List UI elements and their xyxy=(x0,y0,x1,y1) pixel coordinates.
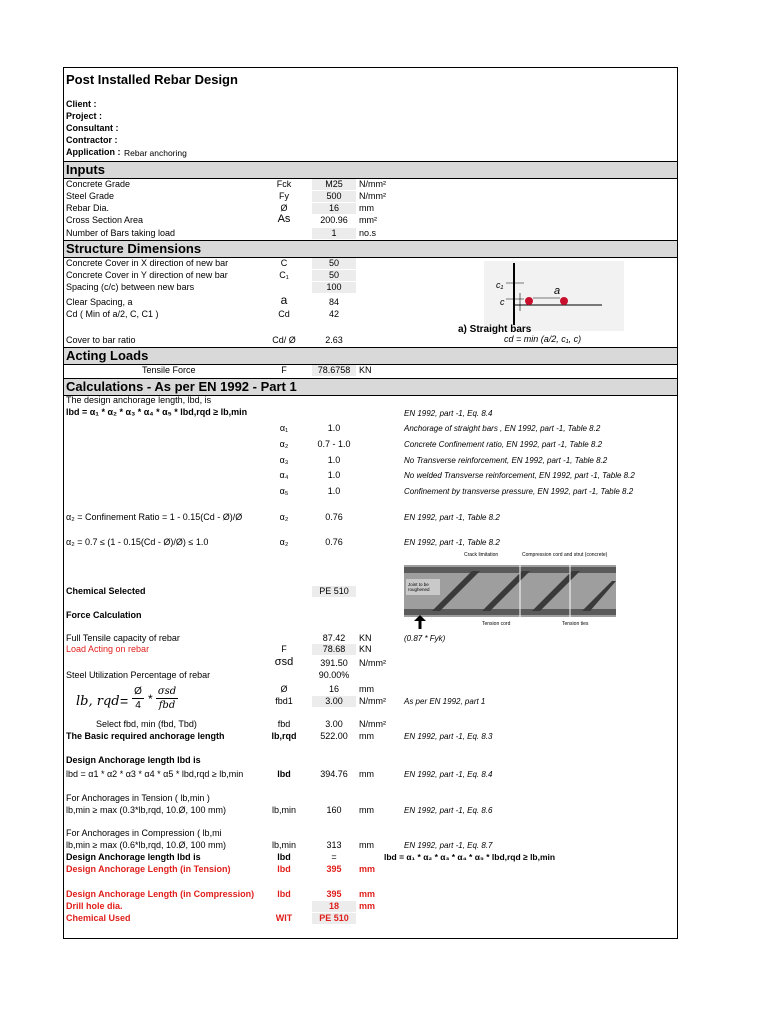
compression-anchorage-ref: EN 1992, part -1, Eq. 8.7 xyxy=(404,841,493,850)
confinement-ref: EN 1992, part -1, Table 8.2 xyxy=(404,513,500,522)
dia-value: 16 xyxy=(328,684,339,694)
alpha-value: 1.0 xyxy=(327,470,341,480)
structure-label: Cd ( Min of a/2, C, C1 ) xyxy=(66,309,159,319)
tension-anchorage-formula: lb,min ≥ max (0.3*lb,rqd, 10.Ø, 100 mm) xyxy=(66,805,226,815)
basic-length-formula xyxy=(76,684,226,720)
formula-equals: = xyxy=(120,693,129,709)
basic-length-symbol: lb,rqd xyxy=(271,731,297,741)
strut-tie-figure xyxy=(402,553,618,631)
input-unit: mm xyxy=(359,203,374,213)
alpha-symbol: α₄ xyxy=(279,470,289,480)
sigma-value: 391.50 xyxy=(320,658,348,668)
contractor-label: Contractor : xyxy=(66,135,118,145)
tension-anchorage-unit: mm xyxy=(359,805,374,815)
anchorage-tension-label: Design Anchorage Length (in Tension) xyxy=(66,864,231,874)
tension-cord-label: Tension cord xyxy=(482,621,511,627)
anchorage-equation-ref: EN 1992, part -1, Eq. 8.4 xyxy=(404,409,493,418)
design-anchorage-title: Design Anchorage length lbd is xyxy=(66,755,201,765)
chemical-selected-label: Chemical Selected xyxy=(66,586,146,596)
basic-length-unit: mm xyxy=(359,731,374,741)
formula-num: Ø xyxy=(134,686,142,697)
strut-tie-diagram xyxy=(402,553,618,631)
design-anchorage-formula: lbd = α1 * α2 * α3 * α4 * α5 * lbd,rqd ≥ lb,min xyxy=(66,769,244,779)
clear-spacing-label: a xyxy=(554,285,561,297)
application-value: Rebar anchoring xyxy=(124,148,187,158)
design-anchorage-value: 394.76 xyxy=(320,769,348,779)
input-symbol: Ø xyxy=(280,203,288,213)
chemical-used-symbol: WIT xyxy=(275,913,293,923)
anchorage-tension-symbol: lbd xyxy=(277,864,291,874)
dia-symbol: Ø xyxy=(280,684,288,694)
structure-header: Structure Dimensions xyxy=(64,240,677,258)
compression-anchorage-unit: mm xyxy=(359,840,374,850)
alpha-value: 0.7 - 1.0 xyxy=(317,439,351,449)
structure-label: Concrete Cover in Y direction of new bar xyxy=(66,270,228,280)
alpha-symbol: α₅ xyxy=(279,486,289,496)
fbd-value: 3.00 xyxy=(325,719,343,729)
structure-label: Cover to bar ratio xyxy=(66,335,136,345)
project-label: Project : xyxy=(66,111,103,121)
structure-value[interactable]: 50 xyxy=(312,258,356,269)
confinement-limit-symbol: α₂ xyxy=(279,537,289,547)
structure-value: 42 xyxy=(328,309,339,319)
anchorage-compression-symbol: lbd xyxy=(277,889,291,899)
tension-anchorage-ref: EN 1992, part -1, Eq. 8.6 xyxy=(404,806,493,815)
consultant-label: Consultant : xyxy=(66,123,119,133)
design-anchorage-2-equals: = xyxy=(331,852,337,862)
basic-length-ref: EN 1992, part -1, Eq. 8.3 xyxy=(404,732,493,741)
tensile-force-value[interactable]: 78.6758 xyxy=(312,365,356,376)
design-anchorage-symbol: lbd xyxy=(277,769,291,779)
formula-snum: σsd xyxy=(157,686,177,697)
utilization-label: Steel Utilization Percentage of rebar xyxy=(66,670,211,680)
structure-value[interactable]: 50 xyxy=(312,270,356,281)
alpha-value: 1.0 xyxy=(327,486,341,496)
tensile-force-label: Tensile Force xyxy=(142,365,196,375)
page-title: Post Installed Rebar Design xyxy=(66,72,238,87)
structure-symbol: Cd/ Ø xyxy=(272,335,296,345)
alpha-ref: No welded Transverse reinforcement, EN 1992, part -1, Table 8.2 xyxy=(404,471,635,480)
structure-label: Concrete Cover in X direction of new bar xyxy=(66,258,229,268)
basic-length-label: The Basic required anchorage length xyxy=(66,731,225,741)
input-value[interactable]: 16 xyxy=(312,203,356,214)
drill-hole-label: Drill hole dia. xyxy=(66,901,123,911)
anchorage-compression-label: Design Anchorage Length (in Compression) xyxy=(66,889,255,899)
acting-loads-header: Acting Loads xyxy=(64,347,677,365)
force-calculation-label: Force Calculation xyxy=(66,610,142,620)
anchorage-tension-value: 395 xyxy=(326,864,342,874)
inputs-header: Inputs xyxy=(64,161,677,179)
application-label: Application : xyxy=(66,147,121,157)
chemical-used-value: PE 510 xyxy=(312,913,356,924)
fbd1-value[interactable]: 3.00 xyxy=(312,696,356,707)
input-label: Number of Bars taking load xyxy=(66,228,176,238)
tension-anchorage-value: 160 xyxy=(326,805,342,815)
compression-anchorage-title: For Anchorages in Compression ( lb,mi xyxy=(66,828,222,838)
input-unit: N/mm² xyxy=(359,191,386,201)
structure-value: 2.63 xyxy=(325,335,343,345)
input-label: Cross Section Area xyxy=(66,215,144,225)
cover-c-label: c xyxy=(500,297,505,307)
fbd1-unit: N/mm² xyxy=(359,696,386,706)
structure-symbol: Cd xyxy=(278,309,290,319)
anchorage-compression-value: 395 xyxy=(326,889,342,899)
structure-value[interactable]: 100 xyxy=(312,282,356,293)
drill-hole-unit: mm xyxy=(359,901,376,911)
fbd1-symbol: fbd1 xyxy=(275,696,293,706)
design-anchorage-2-symbol: lbd xyxy=(277,852,291,862)
confinement-ratio-label: α₂ = Confinement Ratio = 1 - 0.15(Cd - Ø)/Ø xyxy=(66,512,243,522)
chemical-used-label: Chemical Used xyxy=(66,913,131,923)
alpha-symbol: α₂ xyxy=(279,439,289,449)
chemical-selected-value[interactable]: PE 510 xyxy=(312,586,356,597)
alpha-ref: Anchorage of straight bars , EN 1992, part -1, Table 8.2 xyxy=(404,424,601,433)
confinement-value: 0.76 xyxy=(325,512,343,522)
straight-bars-caption: a) Straight bars xyxy=(458,324,532,335)
input-value[interactable]: 1 xyxy=(312,228,356,239)
confinement-symbol: α₂ xyxy=(279,512,289,522)
input-value[interactable]: 500 xyxy=(312,191,356,202)
full-tensile-label: Full Tensile capacity of rebar xyxy=(66,633,180,643)
input-value: 200.96 xyxy=(320,215,348,225)
input-symbol: Fy xyxy=(279,191,289,201)
crack-label: Crack limitation xyxy=(464,552,499,558)
compression-anchorage-formula: lb,min ≥ max (0.6*lb,rqd, 10.Ø, 100 mm) xyxy=(66,840,226,850)
client-label: Client : xyxy=(66,99,97,109)
calculations-header: Calculations - As per EN 1992 - Part 1 xyxy=(64,378,677,396)
sigma-unit: N/mm² xyxy=(359,658,386,668)
input-unit: no.s xyxy=(359,228,377,238)
formula-fraction-bar xyxy=(132,698,144,699)
load-acting-value[interactable]: 78.68 xyxy=(312,644,356,655)
formula-times: * xyxy=(148,692,153,706)
joint-label: Joint to be roughened xyxy=(408,582,430,592)
input-symbol: Fck xyxy=(276,179,292,189)
tension-anchorage-title: For Anchorages in Tension ( lb,min ) xyxy=(66,793,210,803)
input-label: Rebar Dia. xyxy=(66,203,110,213)
anchorage-tension-unit: mm xyxy=(359,864,376,874)
design-anchorage-2-label: Design Anchorage length lbd is xyxy=(66,852,201,862)
anchorage-equation: lbd = α₁ * α₂ * α₃ * α₄ * α₅ * lbd,rqd ≥ lb,min xyxy=(66,407,248,417)
compression-anchorage-symbol: lb,min xyxy=(271,840,296,850)
tensile-force-unit: KN xyxy=(359,365,372,375)
select-fbd-label: Select fbd, min (fbd, Tbd) xyxy=(96,719,197,729)
input-value[interactable]: M25 xyxy=(312,179,356,190)
input-unit: N/mm² xyxy=(359,179,386,189)
design-anchorage-ref: EN 1992, part -1, Eq. 8.4 xyxy=(404,770,493,779)
fbd1-ref: As per EN 1992, part 1 xyxy=(404,697,486,706)
compression-anchorage-value: 313 xyxy=(326,840,342,850)
tension-anchorage-symbol: lb,min xyxy=(271,805,296,815)
alpha-ref: No Transverse reinforcement, EN 1992, part -1, Table 8.2 xyxy=(404,456,608,465)
structure-symbol: a xyxy=(280,293,288,307)
utilization-value: 90.00% xyxy=(318,670,350,680)
cd-formula: cd = min (a/2, c₁, c) xyxy=(504,334,582,344)
full-tensile-unit: KN xyxy=(359,633,372,643)
formula-fraction-bar-2 xyxy=(156,698,178,699)
structure-symbol: C xyxy=(280,258,288,268)
dia-unit: mm xyxy=(359,684,374,694)
alpha-symbol: α₁ xyxy=(279,423,289,433)
anchorage-compression-unit: mm xyxy=(359,889,376,899)
formula-sden: fbd xyxy=(158,700,176,711)
tensile-force-symbol: F xyxy=(281,365,287,375)
design-sheet xyxy=(63,67,678,939)
formula-lhs: lb, rqd xyxy=(76,694,120,709)
input-symbol: As xyxy=(277,213,291,225)
alpha-value: 1.0 xyxy=(327,423,341,433)
alpha-symbol: α₃ xyxy=(279,455,289,465)
design-anchorage-unit: mm xyxy=(359,769,374,779)
input-unit: mm² xyxy=(359,215,377,225)
structure-label: Spacing (c/c) between new bars xyxy=(66,282,195,292)
basic-length-value: 522.00 xyxy=(320,731,348,741)
alpha-ref: Concrete Confinement ratio, EN 1992, part -1, Table 8.2 xyxy=(404,440,603,449)
full-tensile-value: 87.42 xyxy=(322,633,346,643)
input-label: Steel Grade xyxy=(66,191,115,201)
confinement-limit-ref: EN 1992, part -1, Table 8.2 xyxy=(404,538,500,547)
cover-c1-label: c₁ xyxy=(496,280,504,290)
structure-label: Clear Spacing, a xyxy=(66,297,133,307)
alpha-value: 1.0 xyxy=(327,455,341,465)
anchorage-intro: The design anchorage length, lbd, is xyxy=(66,395,212,405)
fbd-symbol: fbd xyxy=(277,719,291,729)
load-acting-unit: KN xyxy=(359,644,372,654)
drill-hole-value[interactable]: 18 xyxy=(312,901,356,912)
design-anchorage-2-formula: lbd = α₁ * α₂ * α₃ * α₄ * α₅ * lbd,rqd ≥ lb,min xyxy=(384,852,556,862)
input-label: Concrete Grade xyxy=(66,179,131,189)
tension-ties-label: Tension ties xyxy=(562,621,589,627)
formula-den: 4 xyxy=(135,700,141,711)
full-tensile-ref: (0.87 * Fyk) xyxy=(404,634,446,643)
confinement-limit-value: 0.76 xyxy=(325,537,343,547)
sigma-symbol: σsd xyxy=(274,656,294,668)
load-acting-symbol: F xyxy=(281,644,287,654)
load-acting-label: Load Acting on rebar xyxy=(66,644,150,654)
fbd-unit: N/mm² xyxy=(359,719,386,729)
structure-value: 84 xyxy=(328,297,339,307)
alpha-ref: Confinement by transverse pressure, EN 1992, part -1, Table 8.2 xyxy=(404,487,634,496)
structure-symbol: C₁ xyxy=(279,270,289,280)
strut-label: Compression cord and strut (concrete) xyxy=(522,552,608,558)
confinement-limit-label: α₂ = 0.7 ≤ (1 - 0.15(Cd - Ø)/Ø) ≤ 1.0 xyxy=(66,537,209,547)
